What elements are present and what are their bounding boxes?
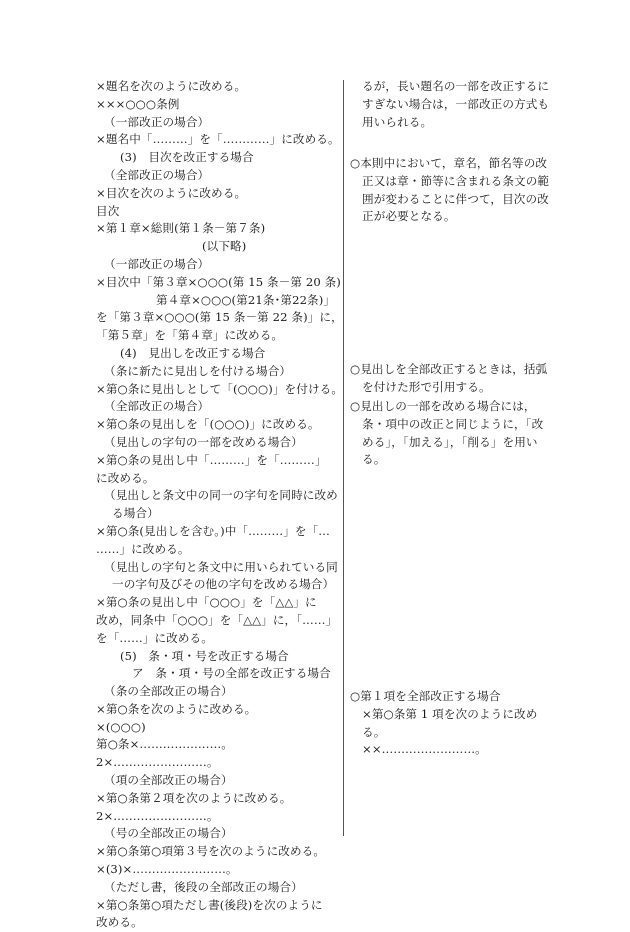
- text-line: ×第○条を次のように改める。: [96, 701, 257, 716]
- note-table-of-contents: [350, 155, 549, 226]
- text-line: （見出しと条文中の同一の字句を同時に改め: [104, 488, 338, 503]
- text-line: 2×……………………。: [96, 808, 219, 823]
- note-line: 用いられる。: [362, 114, 433, 129]
- note-line: 正又は章・節等に含まれる条文の範: [362, 173, 550, 188]
- text-line: （条の全部改正の場合）: [104, 684, 233, 699]
- note-line: を付けた形で引用する。: [362, 379, 491, 394]
- text-line: ×第○条の見出しを「(○○○)」に改める。: [96, 417, 320, 432]
- text-line: (4) 見出しを改正する場合: [120, 345, 266, 360]
- text-line: ×第○条第○項第３号を次のように改める。: [96, 844, 326, 859]
- text-line: （全部改正の場合）: [104, 399, 210, 414]
- note-heading-partial-revision: [350, 398, 543, 469]
- text-line: 2×……………………。: [96, 755, 219, 770]
- note-line: ○見出しの一部を改める場合には，: [350, 399, 536, 413]
- text-line: (3) 目次を改正する場合: [120, 150, 254, 165]
- text-line: ×第○条に見出しとして「(○○○)」を付ける。: [96, 381, 344, 396]
- text-line: 目次: [96, 203, 120, 218]
- text-line: (以下略): [202, 239, 247, 254]
- text-line: を「第３章×○○○(第 15 条－第 22 条)」に，: [96, 310, 343, 325]
- note-line: ○本則中において，章名，節名等の改: [350, 156, 548, 170]
- text-line: ×題名中「………」を「…………」に改める。: [96, 132, 340, 147]
- text-line: る場合）: [112, 506, 159, 521]
- text-line: 改め，同条中「○○○」を「△△」に，「……」: [96, 612, 338, 627]
- text-line: （項の全部改正の場合）: [104, 773, 233, 788]
- text-line: ×××○○○条例: [96, 96, 180, 111]
- text-line: 一の字句及びその他の字句を改める場合）: [112, 577, 335, 592]
- note-heading-full-revision: [350, 361, 547, 397]
- note-line: すぎない場合は，一部改正の方式も: [362, 96, 550, 111]
- note-line: る。: [362, 724, 386, 739]
- text-line: 「第５章」を「第４章」に改める。: [96, 328, 284, 343]
- column-divider: [343, 80, 344, 836]
- text-line: に改める。: [96, 470, 155, 485]
- text-line: ×第○条第２項を次のように改める。: [96, 790, 292, 805]
- text-line: （一部改正の場合）: [104, 256, 210, 271]
- text-line: を「……」に改める。: [96, 630, 213, 645]
- text-line: ……」に改める。: [96, 541, 190, 556]
- text-line: 改める。: [96, 915, 143, 930]
- text-line: （見出しの字句の一部を改める場合）: [104, 434, 303, 449]
- text-line: ×(○○○): [96, 719, 146, 734]
- note-title-remark: [350, 78, 549, 131]
- text-line: 第○条×…………………。: [96, 737, 233, 752]
- text-line: （一部改正の場合）: [104, 114, 210, 129]
- text-line: ア 条・項・号の全部を改正する場合: [132, 666, 331, 681]
- text-line: （見出しの字句と条文中に用いられている同: [104, 559, 338, 574]
- text-line: ×目次中「第３章×○○○(第 15 条－第 20 条): [96, 274, 341, 289]
- note-paragraph-full-revision: [350, 688, 537, 759]
- main-text-column: [96, 78, 344, 932]
- note-line: 正が必要となる。: [362, 209, 456, 224]
- note-line: る。: [362, 452, 386, 467]
- text-line: （条に新たに見出しを付ける場合）: [104, 363, 292, 378]
- text-line: (5) 条・項・号を改正する場合: [120, 648, 289, 663]
- note-line: ○第１項を全部改正する場合: [350, 689, 501, 703]
- note-line: 条・項中の改正と同じように，「改: [362, 416, 544, 431]
- text-line: ×第○条の見出し中「○○○」を「△△」に: [96, 595, 317, 610]
- text-line: （全部改正の場合）: [104, 167, 210, 182]
- text-line: ×目次を次のように改める。: [96, 185, 247, 200]
- note-line: ×第○条第 1 項を次のように改め: [362, 706, 538, 721]
- text-line: ×第○条の見出し中「………」を「………」: [96, 452, 327, 467]
- note-line: める」，「加える」，「削る」を用い: [362, 434, 538, 449]
- text-line: （ただし書，後段の全部改正の場合）: [104, 879, 303, 894]
- text-line: ×第○条(見出しを含む。)中「………」を「…: [96, 523, 330, 538]
- note-line: 囲が変わることに伴つて，目次の改: [362, 191, 549, 206]
- text-line: ×題名を次のように改める。: [96, 79, 247, 93]
- text-line: ×第１章×総則(第１条－第７条): [96, 221, 266, 236]
- text-line: ×(3)×……………………。: [96, 862, 238, 877]
- text-line: ×第○条第○項ただし書(後段)を次のように: [96, 897, 323, 912]
- text-line: （号の全部改正の場合）: [104, 826, 233, 841]
- text-line: 第４章×○○○(第21条･第22条)」: [156, 292, 336, 307]
- note-line: ××……………………。: [362, 742, 487, 757]
- note-line: るが，長い題名の一部を改正するに: [362, 79, 550, 93]
- note-line: ○見出しを全部改正するときは，括弧: [350, 362, 548, 376]
